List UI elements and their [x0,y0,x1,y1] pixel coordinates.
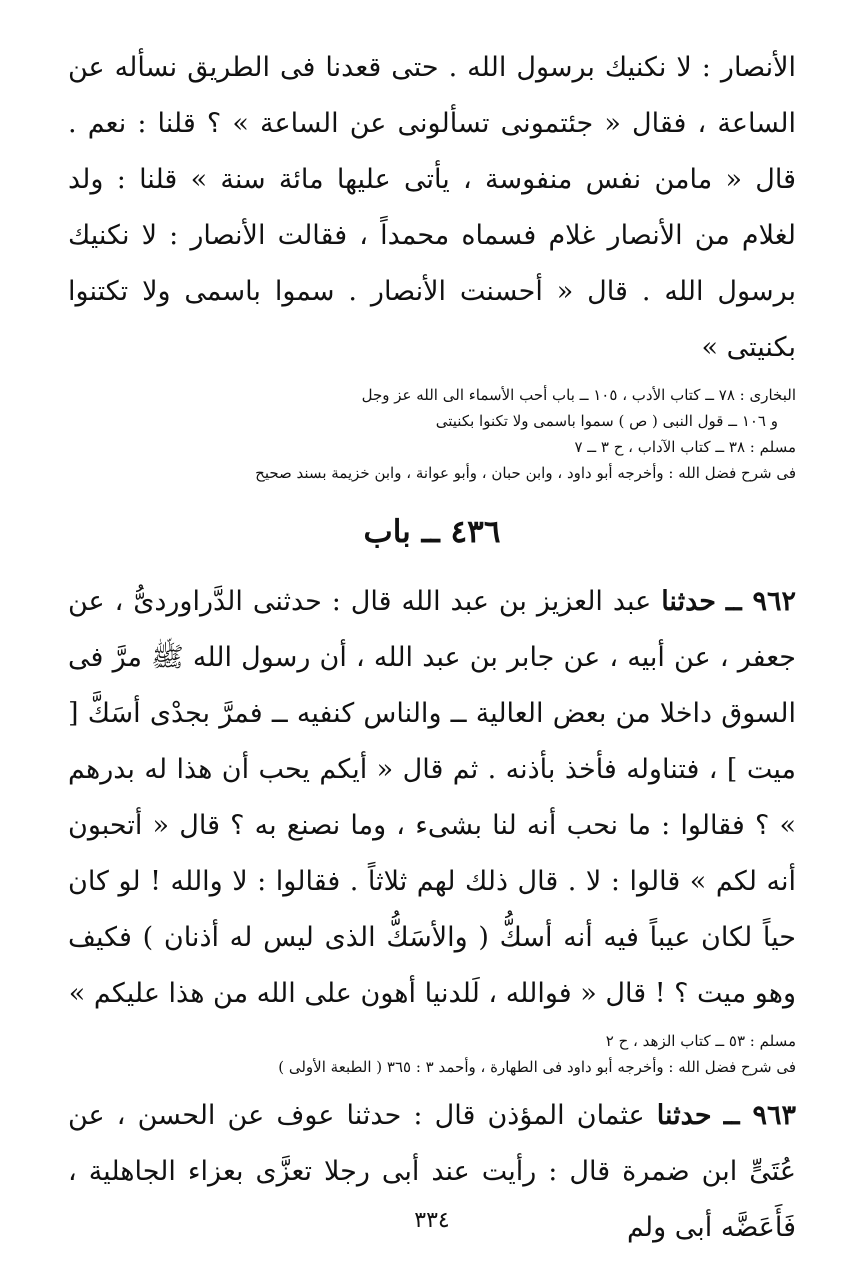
footnote-line: البخارى : ٧٨ ــ كتاب الأدب ، ١٠٥ ــ باب أحب الأسماء الى الله عز وجل [361,386,796,404]
haddathana-word: حدثنا [656,1100,712,1131]
page-number: ٣٣٤ [414,1208,450,1233]
continued-hadith-paragraph: الأنصار : لا نكنيك برسول الله . حتى قعدنا فى الطريق نسأله عن الساعة ، فقال « جئتمونى تسألونى عن الساعة » ؟ قلنا : نعم . قال « مامن نفس منفوسة ، يأتى عليها مائة سنة » قلنا : ولد لغلام من الأنصار غلام فسماه محمداً ، فقالت الأنصار : لا نكنيك برسول الله . قال « أحسنت الأنصار . سموا باسمى ولا تكتنوا بكنيتى » [68,52,796,363]
book-page [68,40,796,1256]
footnote-line: مسلم : ٣٨ ــ كتاب الآداب ، ح ٣ ــ ٧ [574,438,796,456]
footnote-line: فى شرح فضل الله : وأخرجه أبو داود ، وابن حبان ، وأبو عوانة ، وابن خزيمة بسند صحيح [255,464,796,482]
hadith-text: عثمان المؤذن قال : حدثنا عوف عن الحسن ، عن عُتَىٍّ ابن ضمرة قال : رأيت عند أبى رجلا تعزَّى بعزاء الجاهلية ، فَأَعَضَّه أبى ولم [68,1100,796,1243]
hadith-text: عبد العزيز بن عبد الله قال : حدثنى الدَّراوردىُّ ، عن جعفر ، عن أبيه ، عن جابر بن عبد الله ، أن رسول الله ﷺ مرَّ فى السوق داخلا من بعض العالية ــ والناس كنفيه ــ فمرَّ بجدْى أسَكَّ [ ميت ] ، فتناوله فأخذ بأذنه . ثم قال « أيكم يحب أن هذا له بدرهم » ؟ فقالوا : ما نحب أنه لنا بشىء ، وما نصنع به ؟ قال « أتحبون أنه لكم » قالوا : لا . قال ذلك لهم ثلاثاً . فقالوا : لا والله ! لو كان حياً لكان عيباً فيه أنه أسكُّ ( والأسَكُّ الذى ليس له أذنان ) فكيف وهو ميت ؟ ! قال « فوالله ، لَلدنيا أهون على الله من هذا عليكم » [68,586,796,1009]
hadith-962-paragraph [68,574,796,1022]
footnote-line: مسلم : ٥٣ ــ كتاب الزهد ، ح ٢ [605,1032,796,1050]
haddathana-word: حدثنا [661,586,716,617]
footnote-line: فى شرح فضل الله : وأخرجه أبو داود فى الطهارة ، وأحمد ٣ : ٣٦٥ ( الطبعة الأولى ) [278,1058,796,1076]
footnotes-block-1 [68,382,796,486]
footnotes-block-2 [68,1028,796,1080]
hadith-number: ٩٦٢ ــ [725,586,796,617]
hadith-number: ٩٦٣ ــ [723,1100,796,1131]
footnote-line: و ١٠٦ ــ قول النبى ( ص ) سموا باسمى ولا تكنوا بكنيتى [435,412,778,430]
chapter-heading: ٤٣٦ ــ باب [363,514,501,550]
